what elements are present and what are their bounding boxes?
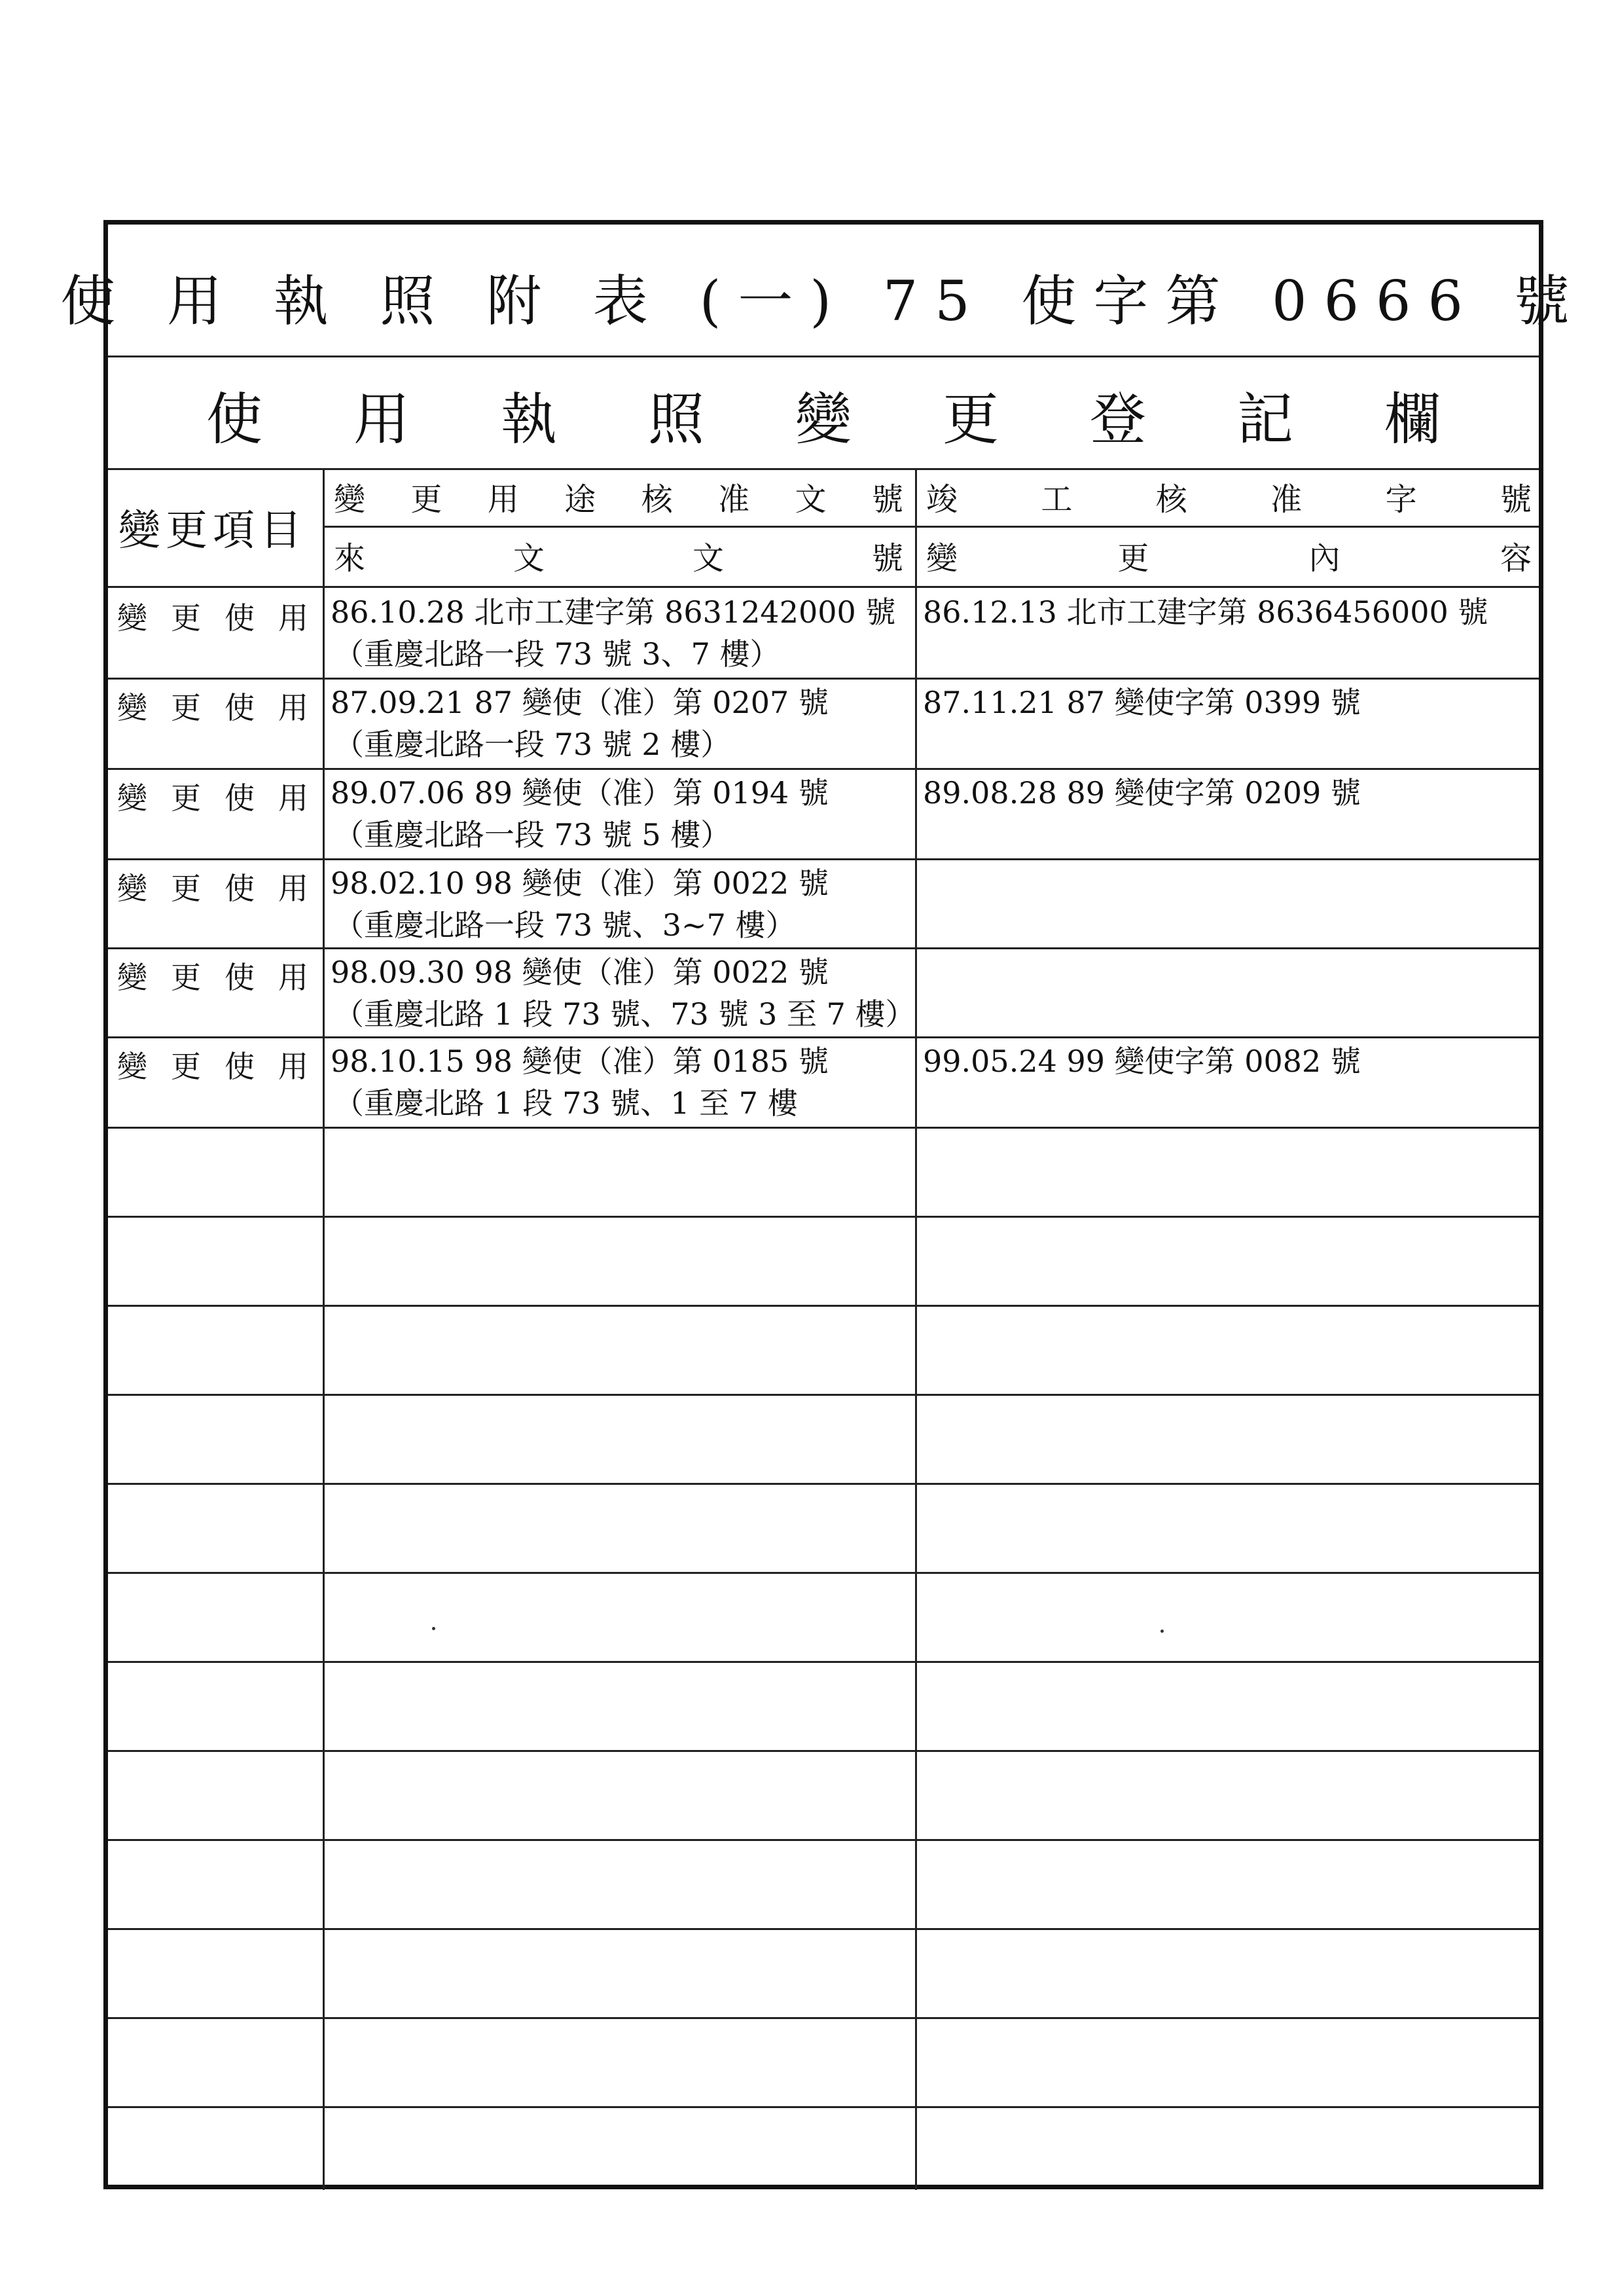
empty-row-divider: [108, 1483, 1539, 1485]
header-char: 容: [1500, 539, 1532, 577]
column-divider-1: [323, 468, 325, 2190]
row-completion: 87.11.21 87 變使字第 0399 號: [923, 685, 1361, 720]
row-divider: [108, 1036, 1539, 1038]
row-divider: [108, 1127, 1539, 1129]
section-title-char: 登: [1090, 387, 1146, 452]
header-item-label: 變更項目: [118, 507, 307, 555]
empty-row-divider: [108, 1394, 1539, 1396]
header-char: 內: [1308, 539, 1340, 577]
item-char: 使: [225, 600, 255, 636]
item-char: 用: [278, 600, 308, 636]
item-char: 變: [117, 600, 147, 636]
section-title: [206, 365, 1441, 464]
header-char: 號: [871, 539, 903, 577]
document-frame: [60, 220, 1587, 2189]
row-divider: [108, 768, 1539, 770]
header-char: 途: [564, 481, 596, 518]
section-title-char: 更: [943, 387, 999, 452]
scan-speck: [1160, 1630, 1164, 1633]
empty-row-divider: [108, 1839, 1539, 1841]
item-char: 更: [171, 690, 201, 725]
item-char: 更: [171, 780, 201, 816]
row-doc-line2: （重慶北路一段 73 號 3、7 樓）: [334, 636, 780, 672]
item-char: 使: [225, 780, 255, 816]
row-doc-line2: （重慶北路 1 段 73 號、73 號 3 至 7 樓）: [334, 996, 916, 1032]
section-title-char: 照: [648, 387, 704, 452]
item-char: 用: [278, 780, 308, 816]
row-divider: [108, 947, 1539, 949]
header-char: 核: [1155, 481, 1187, 518]
row-doc-line1: 89.07.06 89 變使（准）第 0194 號: [331, 775, 829, 811]
header-char: 竣: [926, 481, 958, 518]
item-char: 使: [225, 960, 255, 995]
empty-row-divider: [108, 2106, 1539, 2108]
section-title-char: 使: [206, 387, 262, 452]
scan-speck: [432, 1627, 435, 1630]
header-char: 號: [871, 481, 903, 518]
item-char: 更: [171, 960, 201, 995]
section-title-char: 執: [501, 387, 557, 452]
column-divider-2: [915, 468, 917, 2190]
row-doc-line2: （重慶北路一段 73 號、3~7 樓）: [334, 907, 796, 943]
item-char: 使: [225, 871, 255, 906]
row-divider: [108, 858, 1539, 860]
item-char: 更: [171, 871, 201, 906]
row-doc-line1: 98.02.10 98 變使（准）第 0022 號: [331, 866, 829, 901]
row-completion: 99.05.24 99 變使字第 0082 號: [923, 1044, 1361, 1079]
header-char: 號: [1500, 481, 1532, 518]
item-char: 變: [117, 871, 147, 906]
section-title-char: 變: [795, 387, 852, 452]
header-completion-label: [920, 468, 1538, 524]
header-char: 文: [512, 539, 545, 577]
header-char: 文: [795, 481, 827, 518]
row-item: [108, 1043, 317, 1086]
row-doc-line1: 87.09.21 87 變使（准）第 0207 號: [331, 685, 829, 720]
header-char: 文: [692, 539, 724, 577]
header-char: 工: [1041, 481, 1073, 518]
empty-row-divider: [108, 1928, 1539, 1930]
row-item: [108, 954, 317, 997]
item-char: 更: [171, 1049, 201, 1084]
header-char: 字: [1385, 481, 1417, 518]
header-divider: [324, 526, 1539, 528]
item-char: 用: [278, 1049, 308, 1084]
header-char: 准: [1270, 481, 1303, 518]
item-char: 使: [225, 690, 255, 725]
title-divider: [108, 355, 1539, 357]
header-approval-label: [327, 468, 910, 524]
empty-row-divider: [108, 1661, 1539, 1663]
header-char: 變: [334, 481, 366, 518]
item-char: 變: [117, 1049, 147, 1084]
empty-row-divider: [108, 1572, 1539, 1574]
row-doc-line2: （重慶北路一段 73 號 5 樓）: [334, 817, 731, 852]
header-char: 來: [334, 539, 366, 577]
row-doc-line2: （重慶北路一段 73 號 2 樓）: [334, 727, 731, 762]
row-item: [108, 684, 317, 727]
row-item: [108, 865, 317, 908]
row-completion: 86.12.13 北市工建字第 8636456000 號: [923, 594, 1488, 630]
header-char: 更: [1117, 539, 1149, 577]
item-char: 使: [225, 1049, 255, 1084]
section-title-char: 記: [1237, 387, 1293, 452]
row-divider: [108, 678, 1539, 680]
item-char: 變: [117, 960, 147, 995]
item-char: 更: [171, 600, 201, 636]
header-char: 更: [410, 481, 442, 518]
empty-row-divider: [108, 2017, 1539, 2019]
item-char: 用: [278, 871, 308, 906]
row-doc-line1: 98.10.15 98 變使（准）第 0185 號: [331, 1044, 829, 1079]
item-char: 變: [117, 690, 147, 725]
item-char: 用: [278, 690, 308, 725]
section-title-char: 用: [353, 387, 410, 452]
empty-row-divider: [108, 1216, 1539, 1218]
header-char: 准: [718, 481, 750, 518]
section-title-char: 欄: [1384, 387, 1441, 452]
row-doc-line1: 86.10.28 北市工建字第 8631242000 號: [331, 594, 896, 630]
empty-row-divider: [108, 1305, 1539, 1307]
row-doc-line2: （重慶北路 1 段 73 號、1 至 7 樓: [334, 1085, 798, 1121]
header-char: 核: [641, 481, 673, 518]
header-incoming-label: [327, 527, 910, 583]
item-char: 用: [278, 960, 308, 995]
row-completion: 89.08.28 89 變使字第 0209 號: [923, 775, 1361, 811]
row-doc-line1: 98.09.30 98 變使（准）第 0022 號: [331, 955, 829, 990]
row-item: [108, 594, 317, 638]
row-item: [108, 774, 317, 818]
empty-row-divider: [108, 1750, 1539, 1752]
header-char: 變: [926, 539, 958, 577]
item-char: 變: [117, 780, 147, 816]
document-title: 使 用 執 照 附 表 (一) 75 使字第 0666 號: [60, 268, 1587, 333]
header-content-label: [920, 527, 1538, 583]
header-char: 用: [487, 481, 519, 518]
